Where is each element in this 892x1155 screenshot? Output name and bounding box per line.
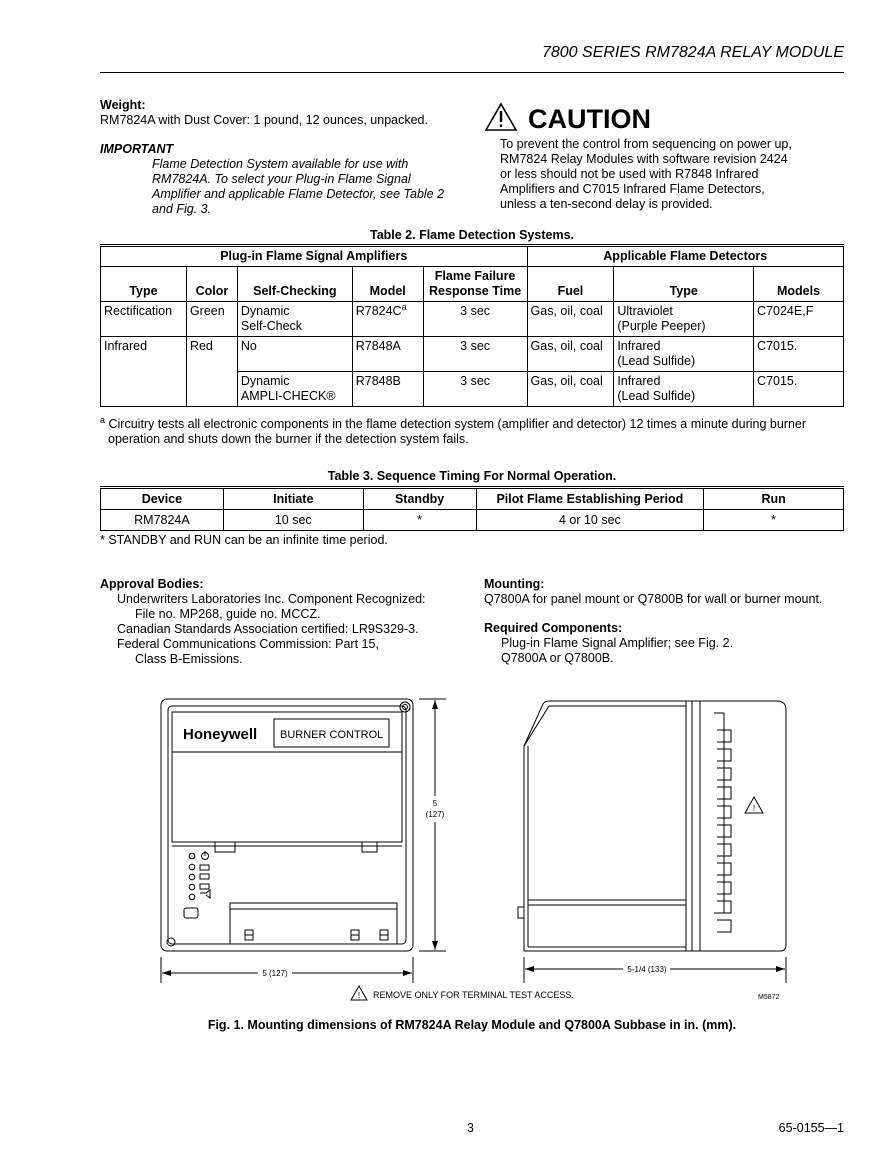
- col-model: Model: [352, 267, 423, 302]
- cell-fuel: Gas, oil, coal: [527, 337, 614, 372]
- caution-line: or less should not be used with R7848 Infrared: [500, 167, 759, 181]
- weight-text: RM7824A with Dust Cover: 1 pound, 12 ounces, unpacked.: [100, 113, 428, 127]
- important-line: RM7824A. To select your Plug-in Flame Signal: [152, 172, 411, 186]
- col-color: Color: [186, 267, 237, 302]
- document-number: 65-0155—1: [778, 1121, 844, 1135]
- col-fuel: Fuel: [527, 267, 614, 302]
- cell-models: C7024E,F: [754, 302, 844, 337]
- dim-depth: 5-1/4 (133): [627, 965, 667, 974]
- table3-footnote: * STANDBY and RUN can be an infinite time period.: [100, 533, 388, 547]
- cell-self: Dynamic AMPLI-CHECK®: [237, 372, 352, 407]
- cell-detector-type: Infrared (Lead Sulfide): [614, 372, 754, 407]
- col-standby: Standby: [363, 489, 476, 510]
- cell-models: C7015.: [754, 337, 844, 372]
- side-warning-mark: !: [752, 804, 756, 813]
- cell-model: $R7824C^a$: [352, 302, 423, 337]
- approval-line: Class B-Emissions.: [135, 652, 243, 666]
- cell-time: 3 sec: [423, 337, 527, 372]
- caution-title: CAUTION: [528, 104, 651, 134]
- cell-fuel: Gas, oil, coal: [527, 302, 614, 337]
- cell-self: No: [237, 337, 352, 372]
- cell-models: C7015.: [754, 372, 844, 407]
- cell-model: R7848A: [352, 337, 423, 372]
- group-header-amplifiers: Plug-in Flame Signal Amplifiers: [101, 247, 528, 267]
- cell-type: Rectification: [101, 302, 187, 337]
- figure-caption: Fig. 1. Mounting dimensions of RM7824A Relay Module and Q7800A Subbase in in. (mm).: [207, 1018, 737, 1032]
- important-line: Amplifier and applicable Flame Detector, see Table 2: [152, 187, 445, 201]
- caution-line: To prevent the control from sequencing on power up,: [500, 137, 792, 151]
- col-self-checking: Self-Checking: [237, 267, 352, 302]
- figure-code: M5872: [758, 994, 780, 1001]
- required-line: Plug-in Flame Signal Amplifier; see Fig. 2.: [501, 636, 734, 650]
- side-view-outline: [524, 701, 786, 951]
- caution-line: RM7824 Relay Modules with software revision 2424: [500, 152, 788, 166]
- cell-standby: *: [363, 510, 476, 531]
- cell-initiate: 10 sec: [223, 510, 363, 531]
- col-pilot: Pilot Flame Establishing Period: [476, 489, 704, 510]
- approval-line: Canadian Standards Association certified: LR9S329-3.: [117, 622, 419, 636]
- weight-label: Weight:: [100, 98, 146, 112]
- cell-color: Green: [186, 302, 237, 337]
- table2-caption: Table 2. Flame Detection Systems.: [369, 228, 574, 242]
- group-header-detectors: Applicable Flame Detectors: [527, 247, 843, 267]
- dim-height-value: 5: [432, 799, 438, 808]
- cell-detector-type: Ultraviolet (Purple Peeper): [614, 302, 754, 337]
- dim-height-mm: (127): [425, 810, 445, 819]
- col-response-time: Flame Failure Response Time: [423, 267, 527, 302]
- col-device: Device: [101, 489, 224, 510]
- cell-time: 3 sec: [423, 302, 527, 337]
- col-type: Type: [101, 267, 187, 302]
- cell-self: Dynamic Self-Check: [237, 302, 352, 337]
- honeywell-logo: Honeywell: [183, 726, 258, 743]
- col-run: Run: [704, 489, 844, 510]
- caution-line: unless a ten-second delay is provided.: [500, 197, 713, 211]
- important-line: Flame Detection System available for use with: [152, 157, 409, 171]
- cell-device: RM7824A: [101, 510, 224, 531]
- caution-line: Amplifiers and C7015 Infrared Flame Detectors,: [500, 182, 765, 196]
- cell-pilot: 4 or 10 sec: [476, 510, 704, 531]
- mounting-text: Q7800A for panel mount or Q7800B for wall or burner mount.: [484, 592, 823, 606]
- cell-color: Red: [186, 337, 237, 407]
- reset-button-outline: [184, 908, 198, 918]
- required-line: Q7800A or Q7800B.: [501, 651, 614, 665]
- dim-width: 5 (127): [262, 969, 288, 978]
- burner-control-label: BURNER CONTROL: [280, 729, 384, 741]
- col-detector-type: Type: [614, 267, 754, 302]
- mounting-label: Mounting:: [484, 577, 545, 591]
- page-number: 3: [467, 1121, 474, 1135]
- page-header: 7800 SERIES RM7824A RELAY MODULE: [541, 44, 844, 61]
- cell-time: 3 sec: [423, 372, 527, 407]
- table2-footnote: $^a$ Circuitry tests all electronic components in the flame detection system (amplifier and detector) 12 times a minute during burner operation and shuts down the burner if the detection system fails.: [100, 414, 807, 446]
- cell-model: R7848B: [352, 372, 423, 407]
- approval-line: File no. MP268, guide no. MCCZ.: [135, 607, 321, 621]
- important-label: IMPORTANT: [100, 142, 174, 156]
- approval-line: Underwriters Laboratories Inc. Component Recognized:: [117, 592, 426, 606]
- cell-detector-type: Infrared (Lead Sulfide): [614, 337, 754, 372]
- approval-line: Federal Communications Commission: Part 15,: [117, 637, 379, 651]
- cell-type: Infrared: [101, 337, 187, 407]
- approval-label: Approval Bodies:: [100, 577, 204, 591]
- required-label: Required Components:: [484, 621, 623, 635]
- note-warning-mark: !: [357, 991, 361, 1000]
- cell-fuel: Gas, oil, coal: [527, 372, 614, 407]
- important-line: and Fig. 3.: [152, 202, 212, 216]
- col-models: Models: [754, 267, 844, 302]
- cell-run: *: [704, 510, 844, 531]
- figure-note: REMOVE ONLY FOR TERMINAL TEST ACCESS.: [373, 990, 574, 1000]
- col-initiate: Initiate: [223, 489, 363, 510]
- table3-caption: Table 3. Sequence Timing For Normal Operation.: [327, 469, 617, 483]
